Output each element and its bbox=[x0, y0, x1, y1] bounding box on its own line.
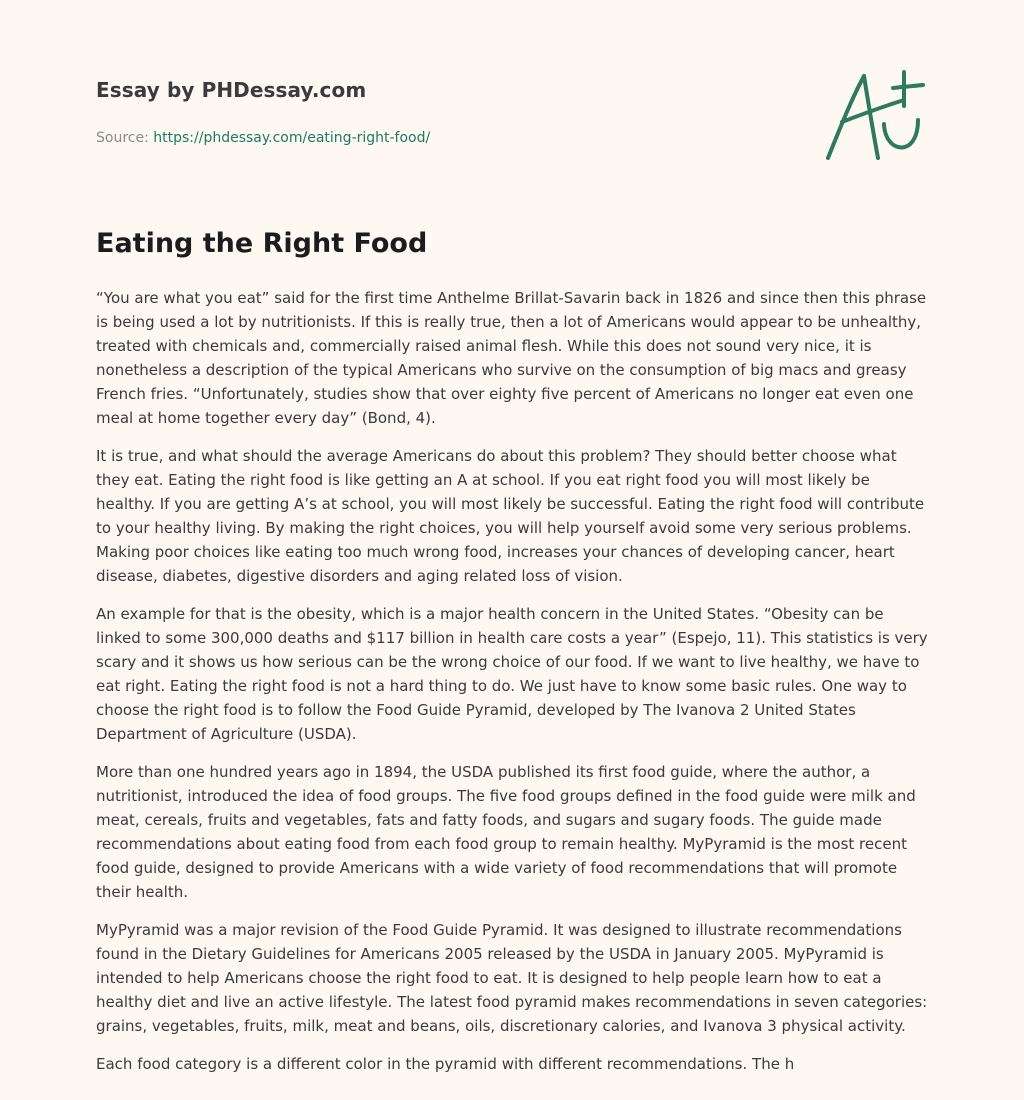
paragraph: An example for that is the obesity, which is a major health concern in the United States. “Obesity can be linked to some 300,000 deaths and $117 billion in health care costs a year” (Espejo, 11). This statistics is very scary and it shows us how serious can be the wrong choice of our food. If we want to live healthy, we have to eat right. Eating the right food is not a hard thing to do. We just have to know some basic rules. One way to choose the right food is to follow the Food Guide Pyramid, developed by The Ivanova 2 United States Department of Agriculture (USDA). bbox=[96, 605, 928, 743]
a-plus-logo-icon bbox=[820, 66, 930, 166]
paragraph: “You are what you eat” said for the first time Anthelme Brillat-Savarin back in 1826 and since then this phrase is being used a lot by nutritionists. If this is really true, then a lot of Americans would appear to be unhealthy, treated with chemicals and, commercially raised animal flesh. While this does not sound very nice, it is nonetheless a description of the typical Americans who survive on the consumption of big macs and greasy French fries. “Unfortunately, studies show that over eighty five percent of Americans no longer eat even one meal at home together every day” (Bond, 4). bbox=[96, 289, 927, 427]
paragraph: More than one hundred years ago in 1894, the USDA published its first food guide, where the author, a nutritionist, introduced the idea of food groups. The five food groups defined in the food guide were milk and meat, cereals, fruits and vegetables, fats and fatty foods, and sugars and sugary foods. The guide made recommendations about eating food from each food group to remain healthy. MyPyramid is the most recent food guide, designed to provide Americans with a wide variety of food recommendations that will promote their health. bbox=[96, 763, 916, 901]
source-label: Source: bbox=[96, 130, 149, 146]
page-header bbox=[96, 76, 928, 148]
source-line bbox=[96, 128, 928, 148]
site-brand: Essay by PHDessay.com bbox=[96, 78, 367, 102]
paragraph: MyPyramid was a major revision of the Food Guide Pyramid. It was designed to illustrate recommendations found in the Dietary Guidelines for Americans 2005 released by the USDA in January 2005. MyPyramid is intended to help Americans choose the right food to eat. It is designed to help people learn how to eat a healthy diet and live an active lifestyle. The latest food pyramid makes recommendations in seven categories: grains, vegetables, fruits, milk, meat and beans, oils, discretionary calories, and Ivanova 3 physical activity. bbox=[96, 921, 928, 1035]
essay-body bbox=[96, 286, 932, 1090]
essay-title: Eating the Right Food bbox=[96, 228, 428, 259]
paragraph: Each food category is a different color in the pyramid with different recommendations. The h bbox=[96, 1055, 795, 1073]
source-link[interactable]: https://phdessay.com/eating-right-food/ bbox=[153, 130, 431, 146]
paragraph: It is true, and what should the average Americans do about this problem? They should better choose what they eat. Eating the right food is like getting an A at school. If you eat right food you will most likely be healthy. If you are getting A’s at school, you will most likely be successful. Eating the right food will contribute to your healthy living. By making the right choices, you will help yourself avoid some very serious problems. Making poor choices like eating too much wrong food, increases your chances of developing cancer, heart disease, diabetes, digestive disorders and aging related loss of vision. bbox=[96, 447, 925, 585]
